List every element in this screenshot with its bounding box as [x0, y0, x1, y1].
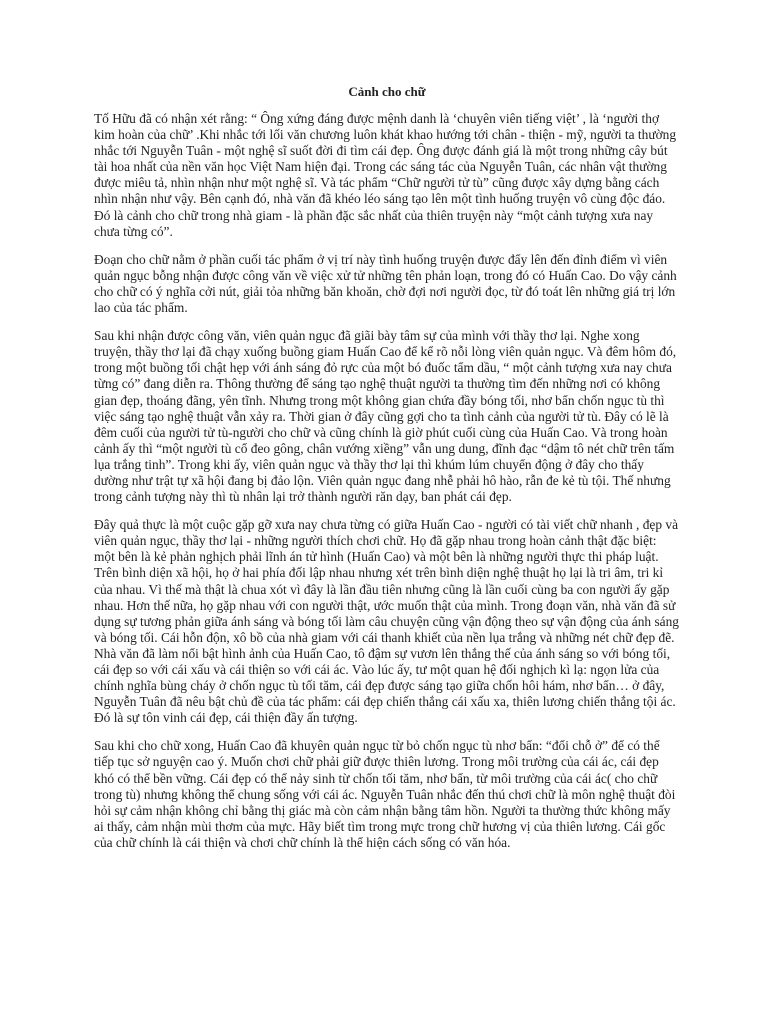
paragraph-context: Đoạn cho chữ nằm ở phần cuối tác phẩm ở vị trí này tình huống truyện được đẩy lên đến đỉnh điểm vì viên quản ngục bỗng nhận được công văn về việc xử tử những tên phản loạn, trong đó có Huấn Cao. Do vậy cảnh cho chữ có ý nghĩa cởi nút, giải tỏa những băn khoăn, chờ đợi nơi người đọc, từ đó toát lên những giá trị lớn lao của tác phẩm. [94, 251, 677, 316]
paragraph-scene: Sau khi nhận được công văn, viên quản ngục đã giãi bày tâm sự của mình với thầy thơ lại. Nghe xong truyện, thầy thơ lại đã chạy xuống buồng giam Huấn Cao để kể rõ nỗi lòng viên quản ngục. Và đêm hôm đó, trong một buồng tối chật hẹp với ánh sáng đỏ rực của một bó đuốc tẩm dầu, “ một cảnh tượng xưa nay chưa từng có” đang diễn ra. Thông thường để sáng tạo nghệ thuật người ta thường tìm đến những nơi có không gian đẹp, thoáng đãng, yên tĩnh. Nhưng trong một không gian chứa đầy bóng tối, nhơ bẩn chốn ngục tù thì việc sáng tạo nghệ thuật vẫn xảy ra. Thời gian ở đây cũng gợi cho ta tình cảnh của người tử tù. Đây có lẽ là đêm cuối của người tử tù-người cho chữ và cũng chính là giờ phút cuối cùng của Huấn Cao. Và trong hoàn cảnh ấy thì “một người tù cổ đeo gông, chân vướng xiềng” vẫn ung dung, đĩnh đạc “dậm tô nét chữ trên tấm lụa trắng tinh”. Trong khi ấy, viên quản ngục và thầy thơ lại thì khúm lúm chuyển động ở đây cho thấy dường như trật tự xã hội đang bị đảo lộn. Viên quản ngục đang nhễ phải hô hào, rẫn đe kẻ tù tội. Thế nhưng trong cảnh tượng này thì tù nhân lại trở thành người răn dạy, ban phát cái đẹp. [94, 328, 677, 505]
paragraph-advice: Sau khi cho chữ xong, Huấn Cao đã khuyên quản ngục từ bỏ chốn ngục tù nhơ bẩn: “đổi chỗ ở” để có thể tiếp tục sở nguyện cao ý. Muốn chơi chữ phải giữ được thiên lương. Trong môi trường của cái ác, cái đẹp khó có thể bền vững. Cái đẹp có thể nảy sinh từ chốn tối tăm, nhơ bẩn, từ môi trường của cái ác( cho chữ trong tù) nhưng không thể chung sống với cái ác. Nguyễn Tuân nhắc đến thú chơi chữ là môn nghệ thuật đòi hỏi sự cảm nhận không chỉ bằng thị giác mà còn cảm nhận bằng tâm hồn. Người ta thường thức không mấy ai thấy, cảm nhận mùi thơm của mực. Hãy biết tìm trong mực trong chữ hương vị của thiên lương. Cái gốc của chữ chính là cái thiện và chơi chữ chính là thể hiện cách sống có văn hóa. [94, 738, 676, 850]
paragraph-meeting: Đây quả thực là một cuộc gặp gỡ xưa nay chưa từng có giữa Huấn Cao - người có tài viết chữ nhanh , đẹp và viên quản ngục, thầy thơ lại - những người thích chơi chữ. Họ đã gặp nhau trong hoàn cảnh thật đặc biệt: một bên là kẻ phản nghịch phải lĩnh án tử hình (Huấn Cao) và một bên là những người thực thi pháp luật. Trên bình diện xã hội, họ ở hai phía đối lập nhau nhưng xét trên bình diện nghệ thuật họ lại là tri âm, tri kỉ của nhau. Vì thế mà thật là chua xót vì đây là lần đầu tiên nhưng cũng là lần cuối cùng ba con người ấy gặp nhau. Hơn thế nữa, họ gặp nhau với con người thật, ước muốn thật của mình. Trong đoạn văn, nhà văn đã sử dụng sự tương phản giữa ánh sáng và bóng tối làm câu chuyện cũng vận động theo sự vận động của ánh sáng và bóng tối. Cái hỗn độn, xô bồ của nhà giam với cái thanh khiết của nền lụa trắng và những nét chữ đẹp đẽ. Nhà văn đã làm nổi bật hình ảnh của Huấn Cao, tô đậm sự vươn lên thắng thế của ánh sáng so với bóng tối, cái đẹp so với cái xấu và cái thiện so với cái ác. Vào lúc ấy, tư một quan hệ đối nghịch kì lạ: ngọn lửa của chính nghĩa bùng cháy ở chốn ngục tù tối tăm, cái đẹp được sáng tạo giữa chốn hôi hám, nhơ bẩn… ở đây, Nguyễn Tuân đã nêu bật chủ đề của tác phẩm: cái đẹp chiến thắng cái xấu xa, thiên lương chiến thắng tội ác. Đó là sự tôn vinh cái đẹp, cái thiện đầy ấn tượng. [94, 517, 680, 726]
paragraph-intro: Tố Hữu đã có nhận xét rằng: “ Ông xứng đáng được mệnh danh là ‘chuyên viên tiếng việt’ , là ‘người thợ kim hoàn của chữ’ .Khi nhắc tới lối văn chương luôn khát khao hướng tới chân - thiện - mỹ, người ta thường nhắc tới Nguyễn Tuân - một nghệ sĩ suốt đời đi tìm cái đẹp. Ông được đánh giá là một trong những cây bút tài hoa nhất của nền văn học Việt Nam hiện đại. Trong các sáng tác của Nguyễn Tuân, các nhân vật thường được miêu tả, nhìn nhận như một nghệ sĩ. Và tác phẩm “Chữ người tử tù” cũng được xây dựng bằng cách nhìn nhận như vậy. Bên cạnh đó, nhà văn đã khéo léo sáng tạo lên một tình huống truyện vô cùng độc đáo. Đó là cảnh cho chữ trong nhà giam - là phần đặc sắc nhất của thiên truyện này “một cảnh tượng xưa nay chưa từng có”. [94, 111, 677, 239]
document-title: Cảnh cho chữ [348, 84, 426, 99]
